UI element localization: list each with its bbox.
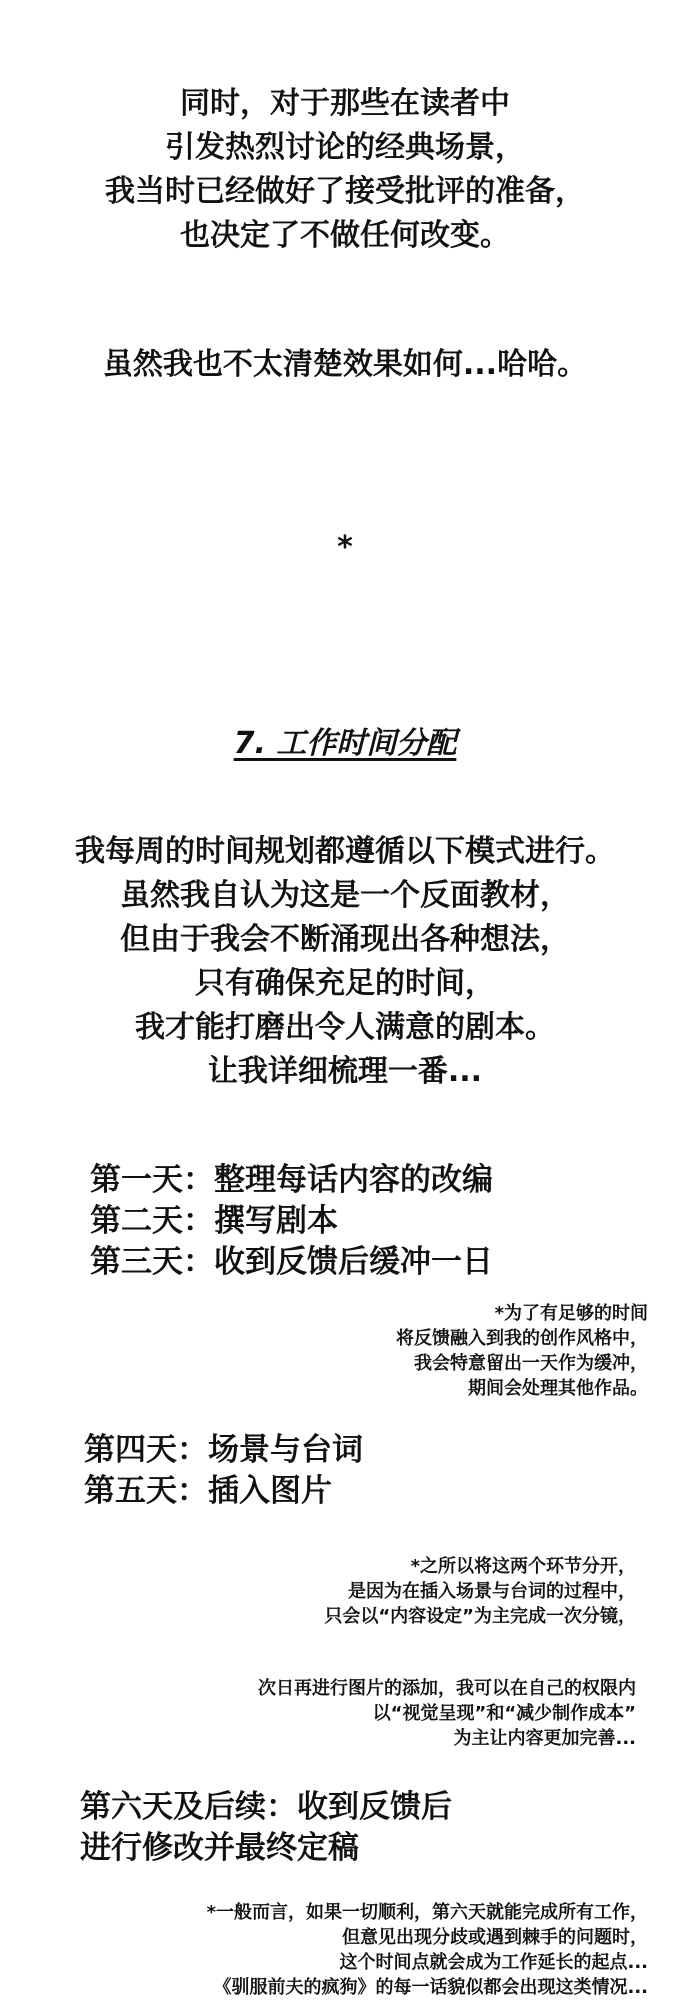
aside-line: 虽然我也不太清楚效果如何...哈哈。 xyxy=(102,347,588,382)
note-line: 是因为在插入场景与台词的过程中， xyxy=(348,1581,636,1602)
note-line: 期间会处理其他作品。 xyxy=(468,1378,648,1399)
schedule-day: 第六天及后续：收到反馈后 xyxy=(80,1789,452,1825)
note-line: *一般而言，如果一切顺利，第六天就能完成所有工作， xyxy=(206,1902,648,1923)
section-intro-line: 但由于我会不断涌现出各种想法， xyxy=(120,922,570,957)
section-intro-line: 只有确保充足的时间， xyxy=(195,966,495,1001)
schedule-day: 进行修改并最终定稿 xyxy=(80,1830,359,1866)
note-line: 以“视觉呈现”和“减少制作成本” xyxy=(372,1703,636,1724)
intro-paragraph xyxy=(0,82,690,258)
schedule-note-2b xyxy=(0,1676,636,1751)
note-line: 我会特意留出一天作为缓冲， xyxy=(414,1353,648,1374)
section-title-text: 7. 工作时间分配 xyxy=(233,726,457,761)
note-line: *之所以将这两个环节分开， xyxy=(410,1556,636,1577)
schedule-day: 第一天：整理每话内容的改编 xyxy=(90,1162,493,1198)
note-line: 次日再进行图片的添加，我可以在自己的权限内 xyxy=(258,1678,636,1699)
schedule-note-3 xyxy=(0,1900,648,2000)
separator-star xyxy=(0,530,690,565)
schedule-note-1 xyxy=(0,1301,648,1401)
schedule-days-1 xyxy=(90,1160,650,1283)
schedule-day: 第二天：撰写剧本 xyxy=(90,1203,338,1239)
section-intro-line: 让我详细梳理一番... xyxy=(207,1054,483,1089)
intro-line: 引发热烈讨论的经典场景， xyxy=(165,130,525,165)
schedule-day: 第四天：场景与台词 xyxy=(84,1432,363,1468)
note-line: 这个时间点就会成为工作延长的起点... xyxy=(339,1952,648,1973)
section-intro-line: 虽然我自认为这是一个反面教材， xyxy=(120,878,570,913)
schedule-days-3 xyxy=(80,1787,660,1869)
schedule-day: 第三天：收到反馈后缓冲一日 xyxy=(90,1244,493,1280)
schedule-days-2 xyxy=(84,1430,644,1512)
intro-line: 也决定了不做任何改变。 xyxy=(180,218,510,253)
note-line: 但意见出现分歧或遇到棘手的问题时， xyxy=(342,1927,648,1948)
section-intro-paragraph xyxy=(0,830,690,1094)
section-intro-line: 我才能打磨出令人满意的剧本。 xyxy=(135,1010,555,1045)
note-line: 将反馈融入到我的创作风格中， xyxy=(396,1328,648,1349)
aside-text xyxy=(0,343,690,387)
note-line: *为了有足够的时间 xyxy=(494,1303,648,1324)
section-title xyxy=(0,718,690,762)
note-line: 只会以“内容设定”为主完成一次分镜， xyxy=(324,1606,636,1627)
schedule-note-2a xyxy=(0,1554,636,1629)
note-line: 为主让内容更加完善... xyxy=(453,1728,636,1749)
separator-glyph: * xyxy=(337,530,353,565)
section-intro-line: 我每周的时间规划都遵循以下模式进行。 xyxy=(75,834,615,869)
intro-line: 我当时已经做好了接受批评的准备， xyxy=(105,174,585,209)
schedule-day: 第五天：插入图片 xyxy=(84,1473,332,1509)
intro-line: 同时，对于那些在读者中 xyxy=(180,86,510,121)
note-line: 《驯服前夫的疯狗》的每一话貌似都会出现这类情况... xyxy=(213,1977,648,1998)
